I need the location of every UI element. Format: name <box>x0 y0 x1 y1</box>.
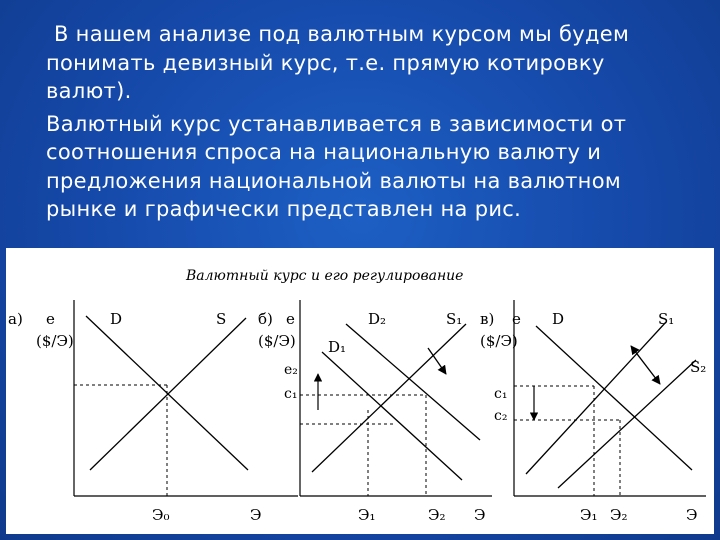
panel-c-y-label: e <box>512 310 521 328</box>
panel-b-s1-label: S₁ <box>446 310 463 328</box>
panel-b-d1-label: D₁ <box>328 338 347 356</box>
panel-c-y-unit: ($/Э) <box>480 332 518 350</box>
panel-c-x1-label: Э₁ <box>580 506 598 524</box>
panel-c-s1-label: S₁ <box>658 310 675 328</box>
panel-c-supply-s2 <box>558 360 696 488</box>
panel-c-supply-s1 <box>526 322 666 474</box>
panel-b-y-label: e <box>286 310 295 328</box>
panel-b-x-axis-label: Э <box>474 506 486 524</box>
figure-svg <box>6 248 714 534</box>
panel-c-letter: в) <box>480 310 495 328</box>
panel-c-d-label: D <box>552 310 565 328</box>
panel-c-x2-label: Э₂ <box>610 506 628 524</box>
panel-c <box>480 300 706 524</box>
panel-c-x-axis-label: Э <box>686 506 698 524</box>
figure-title: Валютный курс и его регулирование <box>186 268 464 284</box>
panel-b-demand-d2 <box>346 324 480 440</box>
paragraph-2: Валютный курс устанавливается в зависимости от соотношения спроса на национальную валюту и предложения национальной валюты на валютном рынке и графически представлен на рис. <box>46 111 627 221</box>
panel-c-c1-label: c₁ <box>494 386 508 402</box>
panel-b-c1-label: c₁ <box>284 386 298 402</box>
panel-a-supply-label: S <box>216 310 227 328</box>
panel-b-x1-label: Э₁ <box>358 506 376 524</box>
panel-a-letter: а) <box>8 310 23 328</box>
panel-b-y-unit: ($/Э) <box>258 332 296 350</box>
panel-b-demand-d1 <box>322 352 462 480</box>
figure <box>6 248 714 534</box>
panel-a-y-label: e <box>46 310 55 328</box>
panel-b-x2-label: Э₂ <box>428 506 446 524</box>
panel-b-letter: б) <box>258 310 273 328</box>
panel-a-x-axis-label: Э <box>250 506 262 524</box>
panel-a-x-eq-label: Э₀ <box>152 506 170 524</box>
slide-text <box>46 20 696 224</box>
panel-c-s2-label: S₂ <box>690 358 707 376</box>
panel-b <box>258 300 495 524</box>
panel-c-c2-label: c₂ <box>494 408 508 424</box>
paragraph-1: В нашем анализе под валютным курсом мы будем понимать девизный курс, т.е. прямую котировку валют). <box>46 22 630 103</box>
panel-c-shift-arrow <box>631 346 660 384</box>
panel-c-demand-d <box>536 326 692 470</box>
panel-a-demand-label: D <box>110 310 123 328</box>
panel-b-e2-label: e₂ <box>284 362 298 378</box>
panel-a <box>8 300 298 524</box>
panel-a-supply-line <box>90 318 246 470</box>
panel-b-d2-label: D₂ <box>368 310 387 328</box>
panel-a-y-unit: ($/Э) <box>36 332 74 350</box>
